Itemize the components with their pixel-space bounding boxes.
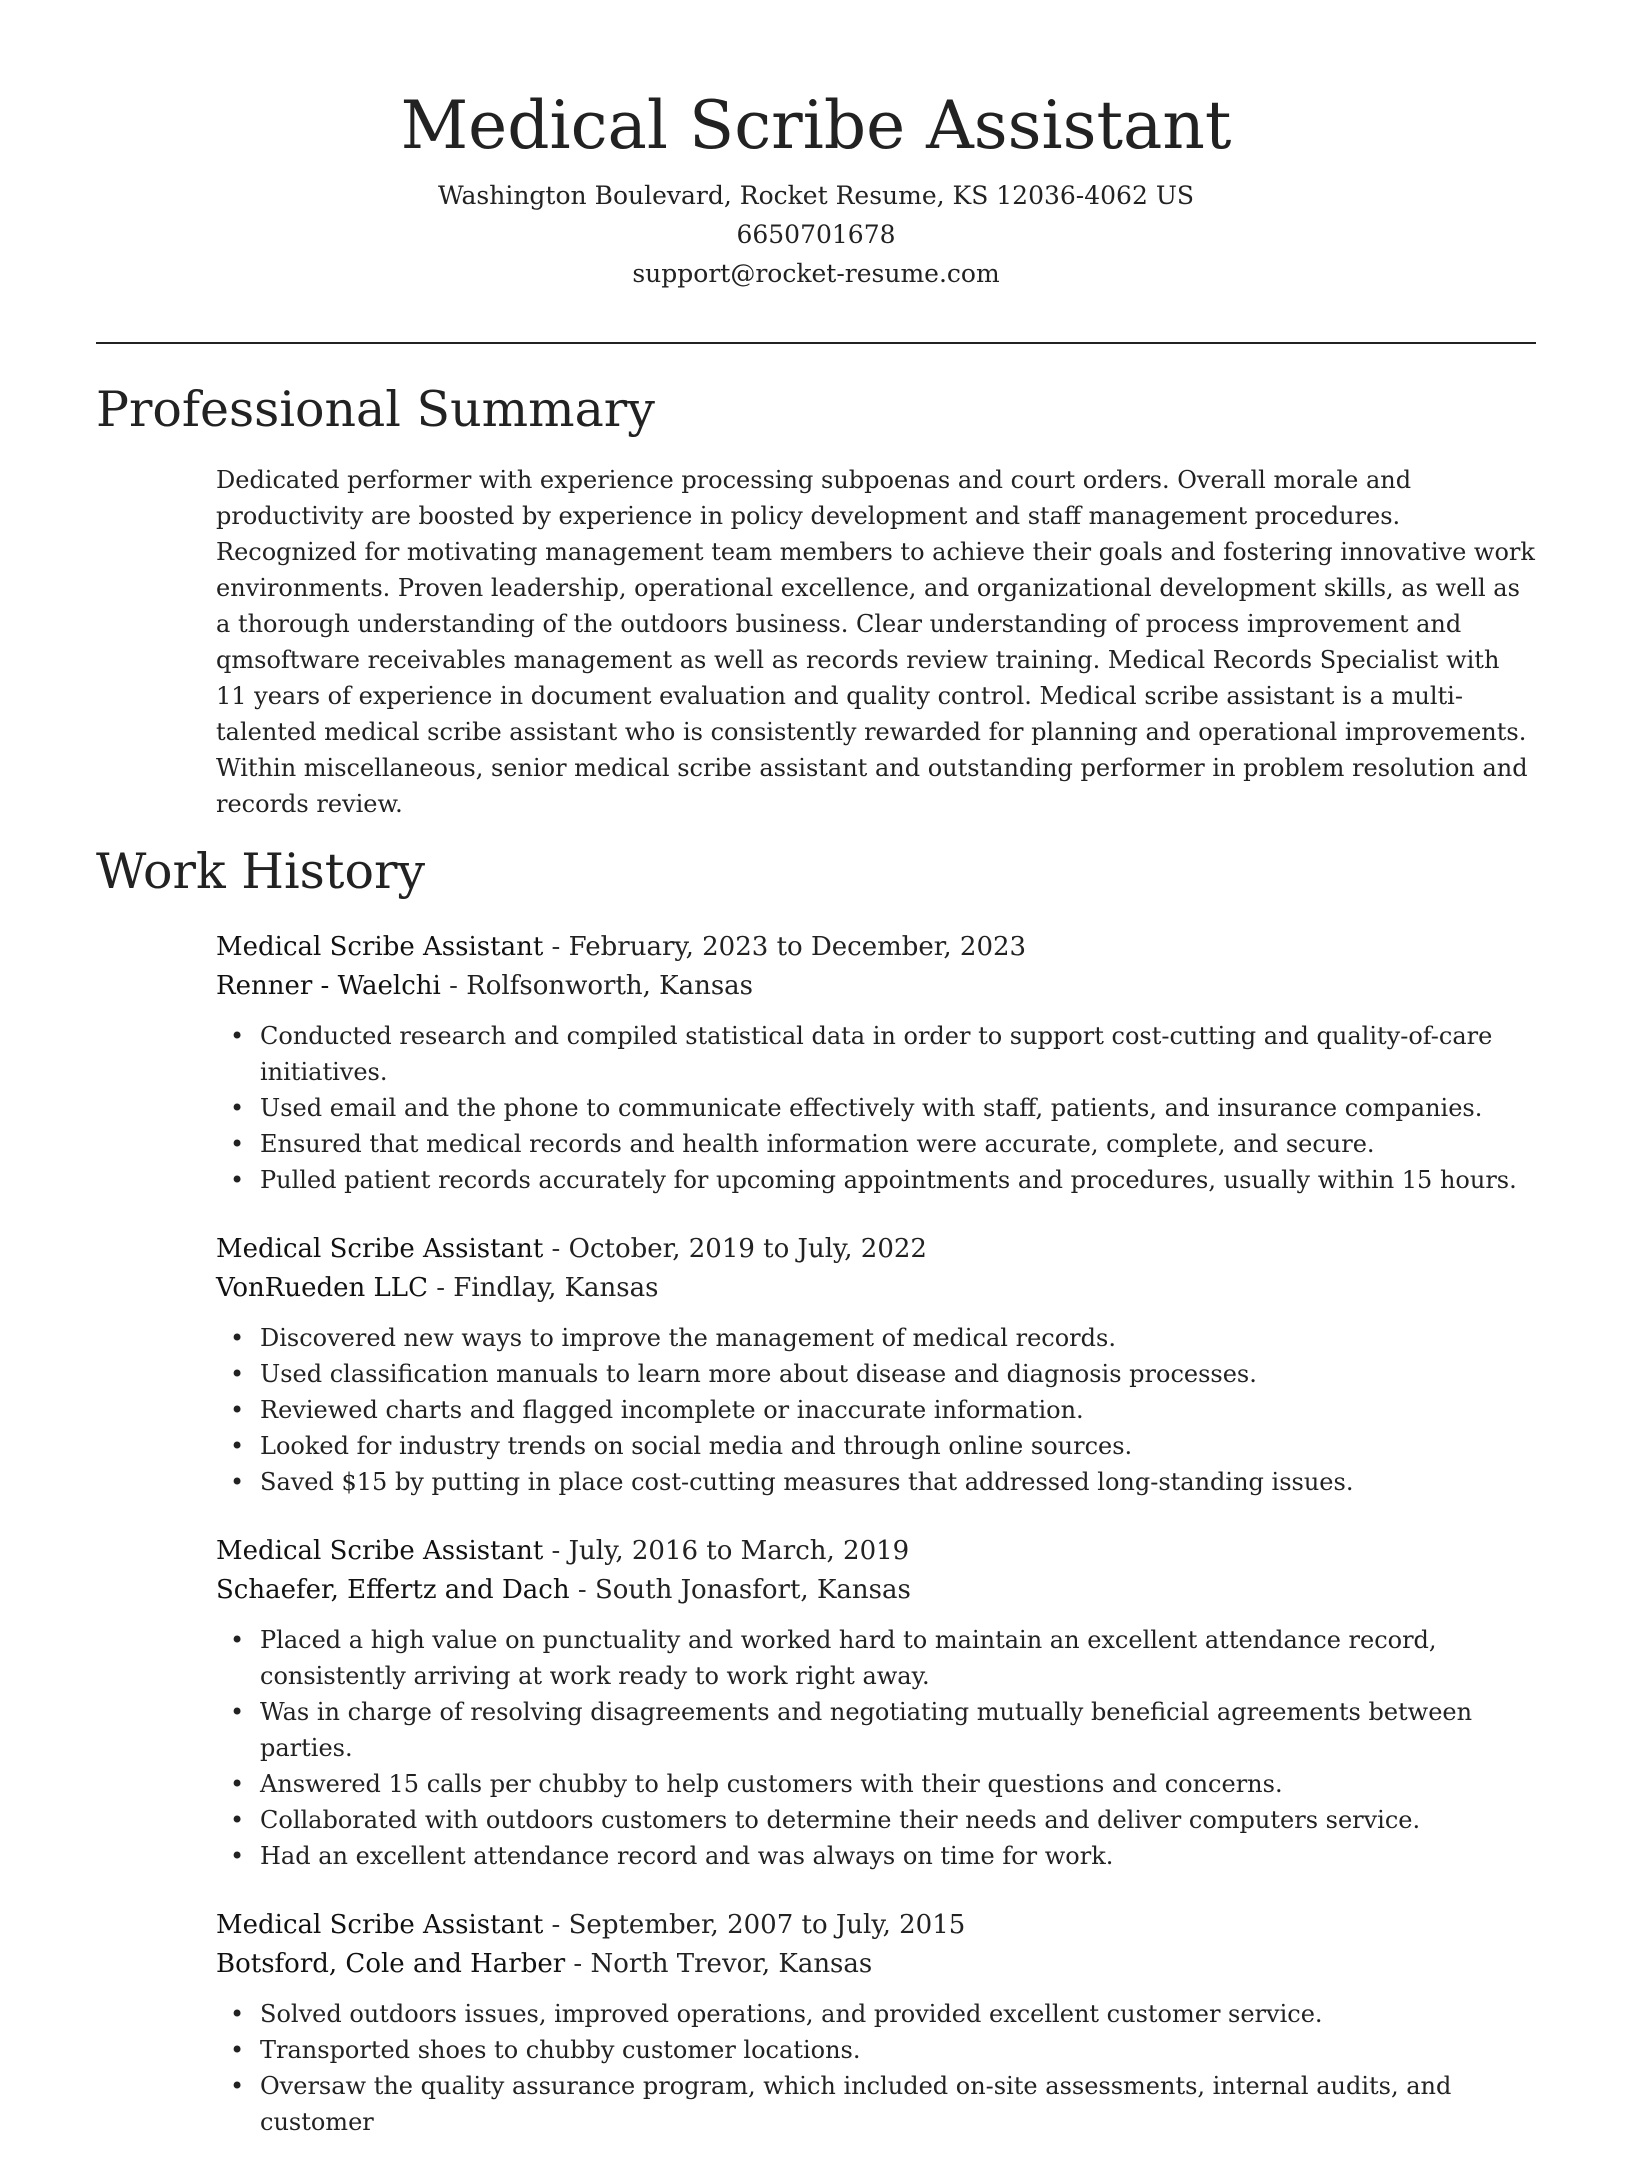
job-separator: - [543,932,569,962]
job-location: South Jonasfort, Kansas [594,1575,911,1605]
job-bullet-text: Transported shoes to chubby customer locations. [260,2036,861,2064]
job-role: Medical Scribe Assistant [216,932,544,962]
bullet-dot-icon: • [230,1698,245,1726]
job-bullet [230,1766,1536,1802]
job-bullet [230,2032,1536,2068]
job-bullet [230,1802,1536,1838]
bullet-dot-icon: • [230,1360,245,1388]
job-bullet-text: Pulled patient records accurately for upcoming appointments and procedures, usually within 15 hours. [260,1166,1517,1194]
job-bullet [230,1162,1536,1198]
contact-phone: 6650701678 [736,220,896,249]
job-bullet-text: Ensured that medical records and health information were accurate, complete, and secure. [260,1130,1375,1158]
job-bullets [216,1320,1536,1500]
bullet-dot-icon: • [230,1166,245,1194]
summary-heading: Professional Summary [96,381,655,438]
bullet-dot-icon: • [230,1468,245,1496]
job-role: Medical Scribe Assistant [216,1234,544,1264]
bullet-dot-icon: • [230,1396,245,1424]
job-bullet-text: Conducted research and compiled statistical data in order to support cost-cutting and quality-of-care initiatives. [260,1022,1493,1086]
job-separator: - [543,1234,569,1264]
bullet-dot-icon: • [230,2072,245,2100]
bullet-dot-icon: • [230,1094,245,1122]
job-bullet-text: Saved $15 by putting in place cost-cutting measures that addressed long-standing issues. [260,1468,1354,1496]
bullet-dot-icon: • [230,1324,245,1352]
job-bullet-text: Oversaw the quality assurance program, which included on-site assessments, internal audits, and customer [260,2072,1452,2136]
job-separator: - [427,1273,454,1303]
bullet-dot-icon: • [230,1432,245,1460]
job-title-line [216,1906,1536,1945]
job-bullet [230,1320,1536,1356]
job-bullet-text: Was in charge of resolving disagreements and negotiating mutually beneficial agreements between parties. [260,1698,1473,1762]
job-dates: February, 2023 to December, 2023 [568,932,1027,962]
job-bullet [230,1126,1536,1162]
job-separator: - [565,1949,591,1979]
job-company-line [216,1269,1536,1308]
bullet-dot-icon: • [230,1626,245,1654]
job-company: Botsford, Cole and Harber [216,1949,566,1979]
job-separator: - [440,971,467,1001]
resume-header [96,84,1536,293]
job-bullets [216,1018,1536,1198]
job-role: Medical Scribe Assistant [216,1910,544,1940]
bullet-dot-icon: • [230,1806,245,1834]
bullet-dot-icon: • [230,1130,245,1158]
job-bullet-text: Placed a high value on punctuality and worked hard to maintain an excellent attendance record, consistently arriving at work ready to work right away. [260,1626,1437,1690]
job-title-line [216,1230,1536,1269]
job-bullets [216,1622,1536,1874]
job-bullet [230,1428,1536,1464]
job-bullet [230,1694,1536,1766]
job-bullet-text: Had an excellent attendance record and was always on time for work. [260,1842,1114,1870]
job-dates: July, 2016 to March, 2019 [568,1536,910,1566]
job-bullet [230,1392,1536,1428]
job-location: Findlay, Kansas [453,1273,659,1303]
job-bullet [230,1090,1536,1126]
job-role: Medical Scribe Assistant [216,1536,544,1566]
job-bullet [230,1464,1536,1500]
job-entry [216,1230,1536,1500]
bullet-dot-icon: • [230,1842,245,1870]
job-location: Rolfsonworth, Kansas [466,971,754,1001]
job-bullet [230,1018,1536,1090]
job-entry [216,928,1536,1198]
job-company: Renner - Waelchi [216,971,441,1001]
bullet-dot-icon: • [230,2036,245,2064]
job-bullet [230,1356,1536,1392]
job-separator: - [543,1910,569,1940]
job-entry [216,1532,1536,1874]
job-dates: October, 2019 to July, 2022 [568,1234,927,1264]
job-bullet-text: Used email and the phone to communicate effectively with staff, patients, and insurance companies. [260,1094,1483,1122]
job-bullet-text: Answered 15 calls per chubby to help customers with their questions and concerns. [260,1770,1283,1798]
job-title-line [216,1532,1536,1571]
job-bullet-text: Reviewed charts and flagged incomplete or inaccurate information. [260,1396,1084,1424]
candidate-name: Medical Scribe Assistant [400,87,1232,164]
work-history-heading: Work History [96,843,426,900]
bullet-dot-icon: • [230,1022,245,1050]
summary-text: Dedicated performer with experience processing subpoenas and court orders. Overall morale and productivity are boosted by experience in policy development and staff management procedures. Recognized for motivating management team members to achieve their goals and fostering innovative work environments. Proven leadership, operational excellence, and organizational development skills, as well as a thorough understanding of the outdoors business. Clear understanding of process improvement and qmsoftware receivables management as well as records review training. Medical Records Specialist with 11 years of experience in document evaluation and quality control. Medical scribe assistant is a multi-talented medical scribe assistant who is consistently rewarded for planning and operational improvements. Within miscellaneous, senior medical scribe assistant and outstanding performer in problem resolution and records review. [216,466,1535,818]
job-bullet [230,1996,1536,2032]
bullet-dot-icon: • [230,2000,245,2028]
job-dates: September, 2007 to July, 2015 [568,1910,966,1940]
job-location: North Trevor, Kansas [590,1949,873,1979]
job-company-line [216,1571,1536,1610]
job-bullet-text: Discovered new ways to improve the management of medical records. [260,1324,1116,1352]
job-title-line [216,928,1536,967]
job-company: Schaefer, Effertz and Dach [216,1575,570,1605]
job-bullet [230,2068,1536,2140]
job-company-line [216,967,1536,1006]
job-bullet-text: Looked for industry trends on social media and through online sources. [260,1432,1133,1460]
job-separator: - [543,1536,569,1566]
work-history-list [216,928,1536,2172]
job-separator: - [569,1575,595,1605]
bullet-dot-icon: • [230,1770,245,1798]
job-bullet [230,1622,1536,1694]
job-company-line [216,1945,1536,1984]
job-entry [216,1906,1536,2140]
job-bullet-text: Solved outdoors issues, improved operations, and provided excellent customer service. [260,2000,1323,2028]
job-bullet-text: Collaborated with outdoors customers to determine their needs and deliver computers service. [260,1806,1421,1834]
contact-address: Washington Boulevard, Rocket Resume, KS 12036-4062 US [437,181,1195,210]
contact-info [96,176,1536,293]
job-bullet-text: Used classification manuals to learn more about disease and diagnosis processes. [260,1360,1257,1388]
job-company: VonRueden LLC [216,1273,428,1303]
job-bullet [230,1838,1536,1874]
contact-email: support@rocket-resume.com [632,259,1000,288]
job-bullets [216,1996,1536,2140]
header-divider [96,342,1536,344]
